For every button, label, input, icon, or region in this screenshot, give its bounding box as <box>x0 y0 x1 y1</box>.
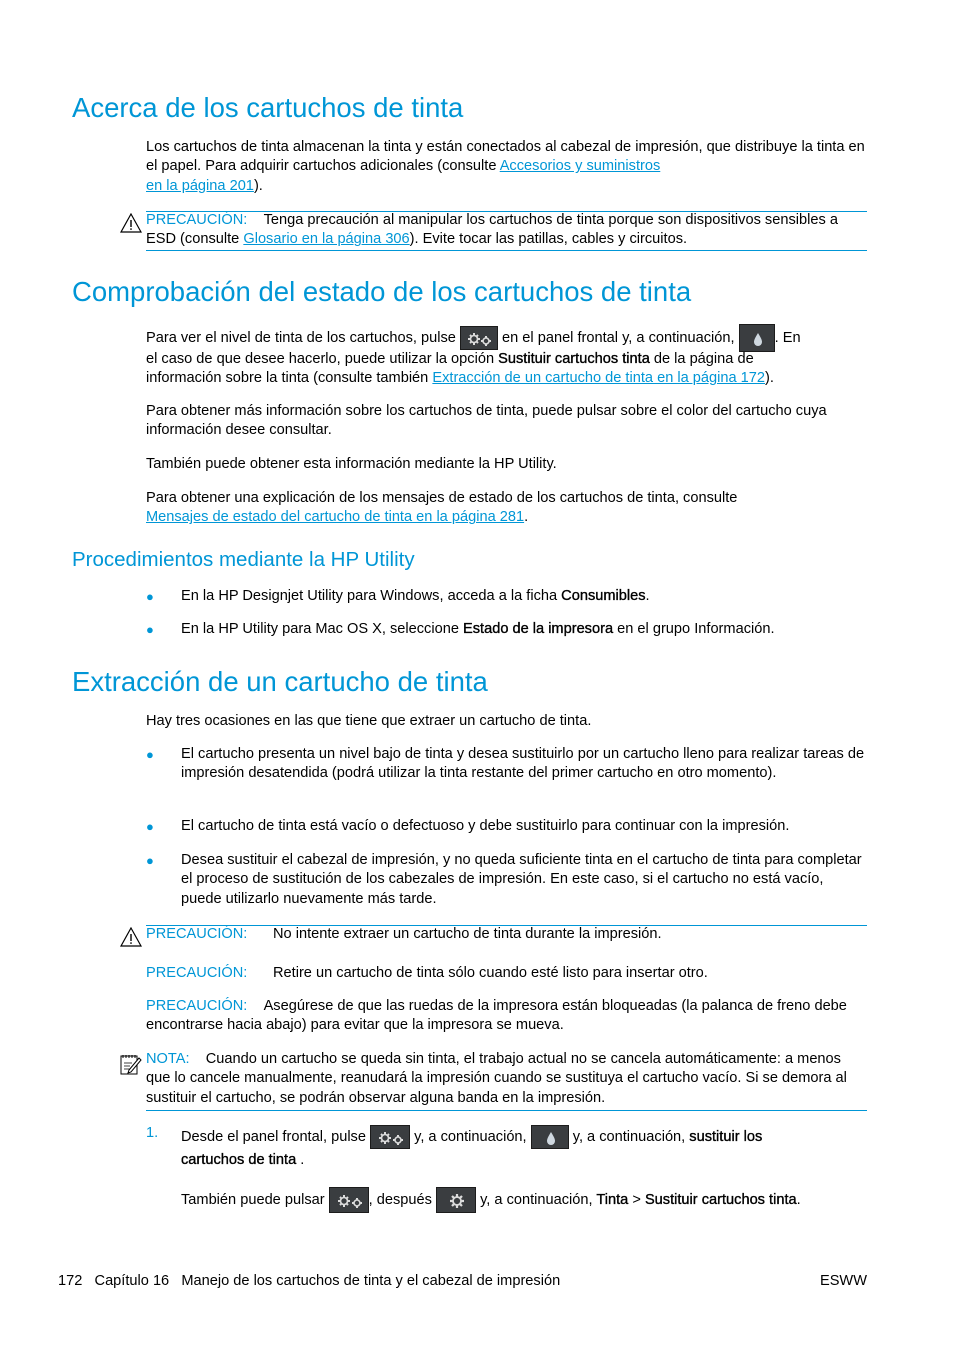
check-p1 <box>146 324 866 352</box>
bullet-icon: ● <box>146 853 154 868</box>
alt-text: y, a continuación, <box>480 1192 593 1208</box>
divider <box>146 250 867 251</box>
list-item: El cartucho presenta un nivel bajo de tinta y desea sustituirlo por un cartucho lleno para realizar tareas de impresión desatendida (podrá utilizar la tinta restante del primer cartucho en otro momento). <box>181 746 865 782</box>
step-bold: cartuchos de tinta <box>181 1152 297 1168</box>
caution-label: PRECAUCIÓN: <box>146 965 248 981</box>
check-p1-text: información sobre la tinta (consulte también <box>146 370 433 387</box>
caution-text: Retire un cartucho de tinta sólo cuando esté listo para insertar otro. <box>273 965 708 981</box>
alt-bold: Sustituir cartuchos tinta <box>644 1192 797 1208</box>
footer-right: ESWW <box>819 1273 867 1289</box>
caution-triangle-icon <box>120 927 142 951</box>
subsection-title-hp-utility: Procedimientos mediante la HP Utility <box>72 548 415 571</box>
check-p2: Para obtener más información sobre los cartuchos de tinta, puede pulsar sobre el color del cartucho cuya información desee consultar. <box>146 403 827 439</box>
caution-label: PRECAUCIÓN: <box>146 926 248 942</box>
caution-text: No intente extraer un cartucho de tinta durante la impresión. <box>273 926 662 942</box>
check-p1-text: . En <box>774 329 801 346</box>
caution-1 <box>146 925 866 944</box>
link-glosario[interactable]: Glosario en la página 306 <box>243 231 410 248</box>
list-item-text: En la HP Designjet Utility para Windows, acceda a la ficha <box>181 588 562 604</box>
bullet-icon: ● <box>146 622 154 637</box>
list-item-bold: Estado de la impresora <box>463 621 614 637</box>
check-p1-cont <box>146 350 866 389</box>
divider <box>146 1110 867 1111</box>
about-intro-end: ). <box>253 177 263 194</box>
list-item-text: En la HP Utility para Mac OS X, seleccione <box>181 621 463 637</box>
list-item: El cartucho de tinta está vacío o defectuoso y debe sustituirlo para continuar con la impresión. <box>181 818 790 834</box>
caution-text: Tenga precaución al manipular los cartuchos de tinta porque son dispositivos sensibles a ESD (consulte <box>146 212 838 248</box>
link-mensajes[interactable]: Mensajes de estado del cartucho de tinta en la página 281 <box>146 509 525 526</box>
step-text: y, a continuación, <box>572 1129 686 1145</box>
step-text: Desde el panel frontal, pulse <box>181 1129 366 1145</box>
alt-text: . <box>796 1192 801 1208</box>
bullet-icon: ● <box>146 747 154 762</box>
link-accesorios[interactable]: Accesorios y suministros <box>499 158 661 175</box>
about-intro <box>146 138 866 196</box>
chapter-label: Capítulo 16 <box>94 1273 170 1289</box>
alt-text: > <box>628 1192 645 1208</box>
bullet-icon: ● <box>146 819 154 834</box>
list-item: Desea sustituir el cabezal de impresión, y no queda suficiente tinta en el cartucho de tinta para completar el proceso de sustitución de los cabezales de impresión. En este caso, si el cartucho no está vacío, puede utilizarlo nuevamente más tarde. <box>181 852 862 907</box>
link-extraccion[interactable]: Extracción de un cartucho de tinta en la página 172 <box>432 370 766 387</box>
settings-gears-icon[interactable] <box>460 326 498 350</box>
about-caution <box>146 211 866 250</box>
alt-text: , después <box>368 1192 432 1208</box>
check-p4 <box>146 489 866 528</box>
ink-drop-icon[interactable] <box>739 324 775 352</box>
caution-label: PRECAUCIÓN: <box>146 998 248 1014</box>
check-p4-end: . <box>524 509 529 526</box>
remove-intro: Hay tres ocasiones en las que tiene que extraer un cartucho de tinta. <box>146 713 592 729</box>
check-p3: También puede obtener esta información mediante la HP Utility. <box>146 456 557 472</box>
caution-text-end: ). Evite tocar las patillas, cables y circuitos. <box>409 231 688 248</box>
list-item <box>181 587 867 606</box>
gear-icon[interactable] <box>436 1187 476 1213</box>
check-p1-text: Para ver el nivel de tinta de los cartuchos, pulse <box>146 329 456 346</box>
check-p4-text: Para obtener una explicación de los mensajes de estado de los cartuchos de tinta, consulte <box>146 490 738 506</box>
step-bold: sustituir los <box>689 1129 763 1145</box>
caution-triangle-icon <box>120 213 142 237</box>
link-accesorios-page[interactable]: en la página 201 <box>146 177 254 194</box>
check-p1-text: el caso de que desee hacerlo, puede utilizar la opción <box>146 351 499 367</box>
step-1 <box>181 1124 867 1150</box>
check-p1-text: en el panel frontal y, a continuación, <box>502 329 735 346</box>
footer-left <box>58 1272 560 1290</box>
step-1-alt <box>181 1186 867 1214</box>
section-title-check: Comprobación del estado de los cartuchos de tinta <box>72 276 692 307</box>
page-number: 172 <box>58 1273 83 1289</box>
list-item <box>181 620 867 639</box>
caution-label: PRECAUCIÓN: <box>146 212 248 228</box>
caution-3 <box>146 997 866 1036</box>
list-item-bold: Consumibles <box>561 588 646 604</box>
option-sustituir: Sustituir cartuchos tinta <box>498 351 650 367</box>
alt-text: También puede pulsar <box>181 1192 325 1208</box>
about-intro-text: Los cartuchos de tinta almacenan la tinta y están conectados al cabezal de impresión, que distribuye la tinta en el papel. Para adquirir cartuchos adicionales (consulte <box>146 139 865 175</box>
bullet-icon: ● <box>146 589 154 604</box>
note <box>146 1050 866 1108</box>
note-icon <box>119 1052 143 1080</box>
ink-drop-icon[interactable] <box>531 1125 569 1149</box>
list-item-text: en el grupo Información. <box>613 621 775 637</box>
note-text: Cuando un cartucho se queda sin tinta, el trabajo actual no se cancela automáticamente: a menos que lo cancele manualmente, reanudará la impresión cuando se sustituya el cartucho vacío. Si se demora al sustituir el cartucho, se podrán observar alguna banda en la impresión. <box>146 1051 847 1106</box>
caution-2 <box>146 964 866 983</box>
settings-gears-icon[interactable] <box>370 1125 410 1149</box>
alt-bold: Tinta <box>596 1192 629 1208</box>
caution-text: Asegúrese de que las ruedas de la impresora están bloqueadas (la palanca de freno debe encontrarse hacia abajo) para evitar que la impresora se mueva. <box>146 998 847 1034</box>
step-number: 1. <box>146 1125 159 1141</box>
check-p1-text: ). <box>765 370 774 387</box>
chapter-title: Manejo de los cartuchos de tinta y el cabezal de impresión <box>181 1273 561 1289</box>
section-title-remove: Extracción de un cartucho de tinta <box>72 666 488 697</box>
check-p1-text: de la página de <box>649 351 754 367</box>
step-1-cont <box>181 1151 867 1170</box>
settings-gears-icon[interactable] <box>329 1187 369 1213</box>
section-title-about: Acerca de los cartuchos de tinta <box>72 92 464 123</box>
note-label: NOTA: <box>146 1051 190 1067</box>
list-item-text: . <box>645 588 650 604</box>
step-text: y, a continuación, <box>414 1129 527 1145</box>
step-text: . <box>296 1152 305 1168</box>
